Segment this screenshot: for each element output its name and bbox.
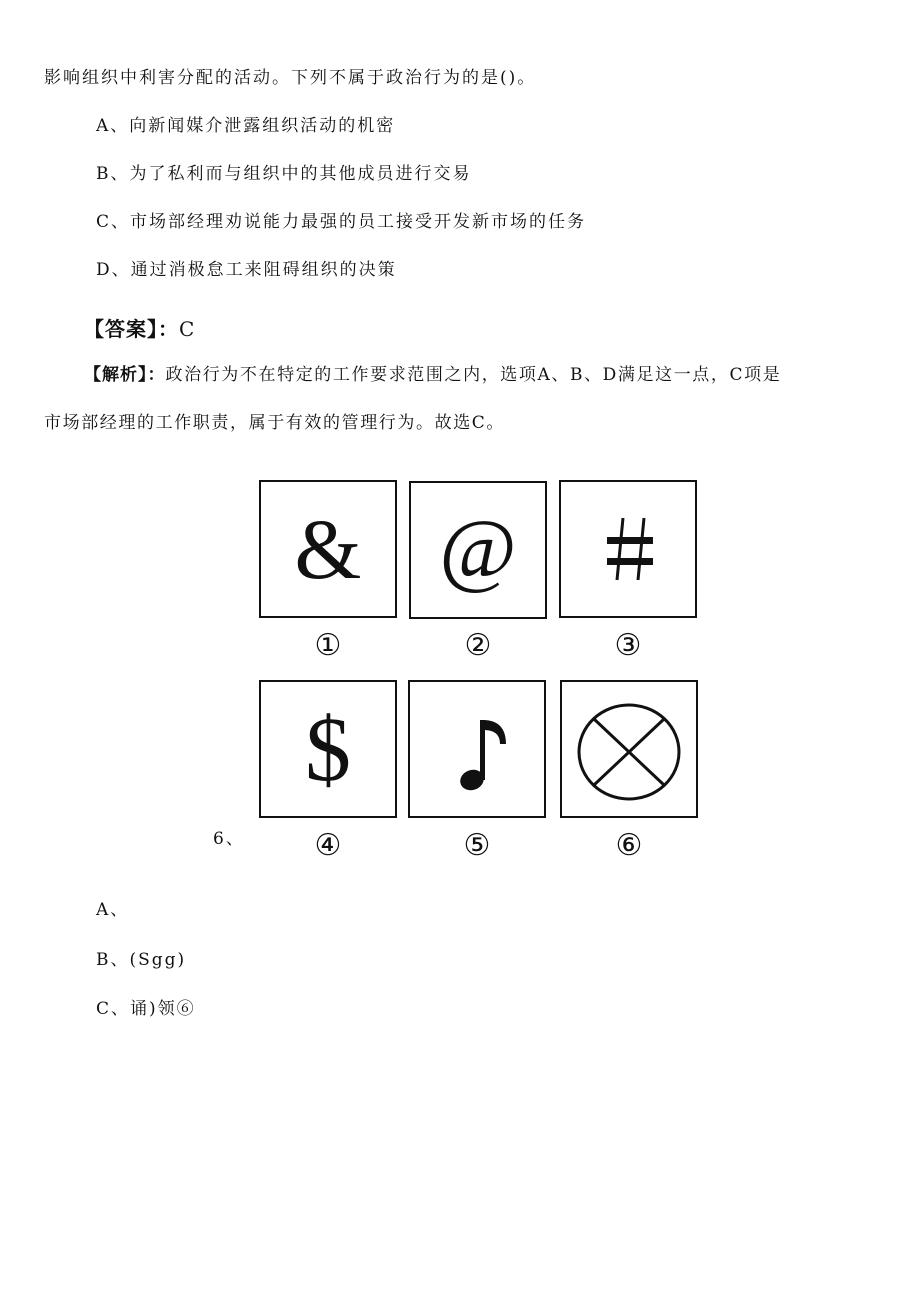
dollar-sign-icon: $: [305, 698, 351, 800]
option-label: B、: [96, 950, 130, 970]
option-c: [96, 211, 586, 233]
option-text: (Sgg): [129, 950, 187, 970]
figure-cell-2: [409, 481, 547, 619]
circle-cross-icon: [562, 682, 696, 816]
at-sign-icon: @: [439, 503, 517, 596]
q6-option-c: [96, 998, 196, 1020]
figure-number-2: ②: [464, 628, 492, 663]
answer-label: 【答案】：: [84, 317, 179, 341]
option-label: A、: [96, 116, 130, 136]
option-label: A、: [96, 900, 130, 920]
option-a: [96, 115, 395, 137]
q6-option-a: [96, 899, 129, 921]
option-label: C、: [96, 999, 131, 1019]
option-label: D、: [96, 260, 131, 280]
option-b: [96, 163, 472, 185]
ampersand-icon: &: [294, 501, 362, 597]
figure-cell-4: [259, 680, 397, 818]
option-text: 为了私利而与组织中的其他成员进行交易: [129, 164, 472, 184]
analysis-label: 【解析】：: [84, 365, 166, 385]
option-d: [96, 259, 397, 281]
option-text: 通过消极怠工来阻碍组织的决策: [130, 260, 397, 280]
analysis-line-1: [84, 364, 781, 386]
figure-number-3: ③: [614, 628, 642, 663]
figure-number-5: ⑤: [463, 828, 491, 863]
figure-cell-1: [259, 480, 397, 618]
option-text: 市场部经理劝说能力最强的员工接受开发新市场的任务: [130, 212, 587, 232]
option-label: B、: [96, 164, 130, 184]
option-text: 诵)领⑥: [130, 999, 196, 1019]
figure-cell-6: [560, 680, 698, 818]
analysis-text-1: 政治行为不在特定的工作要求范围之内，选项A、B、D满足这一点，C项是: [165, 365, 782, 385]
option-label: C、: [96, 212, 131, 232]
answer-value: C: [179, 317, 197, 341]
q6-option-b: [96, 949, 186, 971]
question-6-number: 6、: [213, 829, 245, 849]
answer-line: [84, 316, 196, 342]
figure-cell-5: [408, 680, 546, 818]
music-note-icon: [410, 682, 544, 816]
figure-number-6: ⑥: [615, 828, 643, 863]
option-text: 向新闻媒介泄露组织活动的机密: [129, 116, 396, 136]
analysis-line-2: 市场部经理的工作职责，属于有效的管理行为。故选C。: [44, 413, 506, 433]
figure-number-1: ①: [314, 628, 342, 663]
hash-icon: [561, 482, 695, 616]
figure-number-4: ④: [314, 828, 342, 863]
question-text: 影响组织中利害分配的活动。下列不属于政治行为的是()。: [44, 68, 537, 88]
figure-cell-3: [559, 480, 697, 618]
